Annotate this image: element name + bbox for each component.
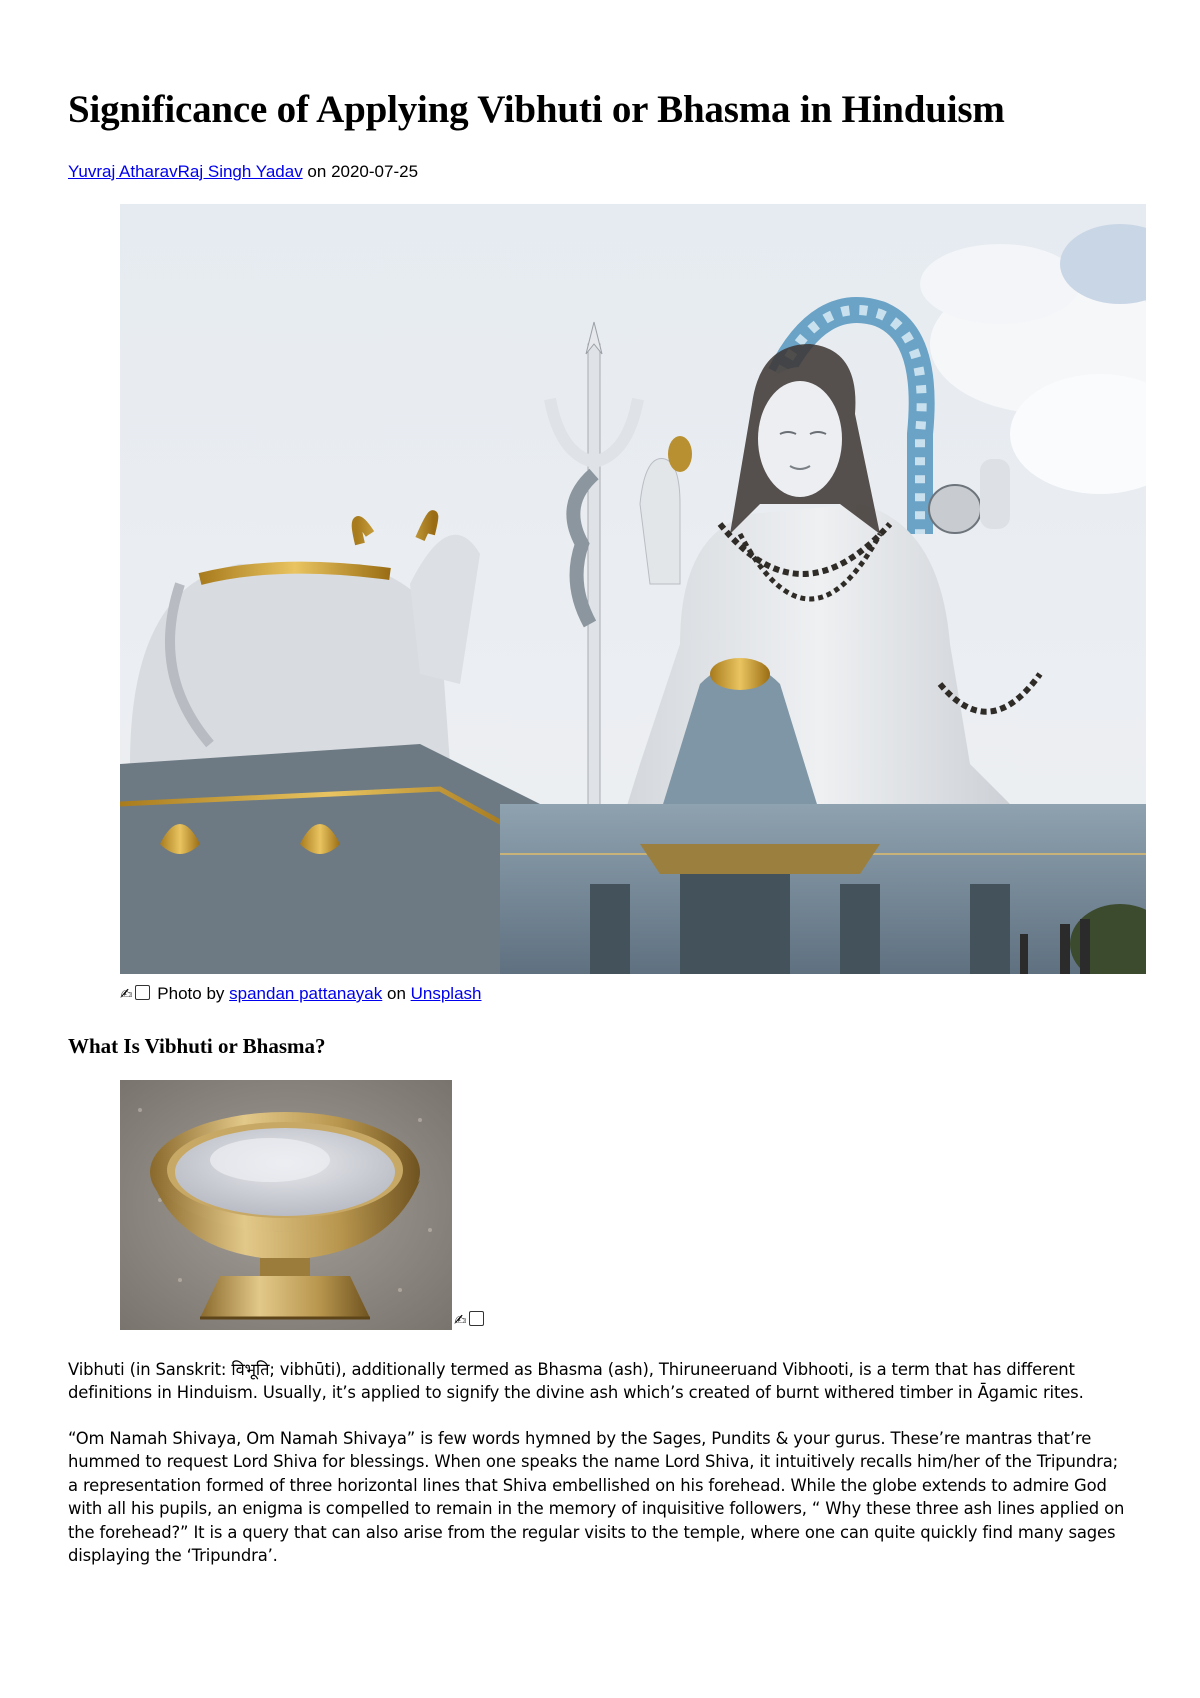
caption-mid: on <box>382 984 411 1003</box>
image-checkbox-icon[interactable] <box>135 985 150 1000</box>
paragraph-tripundra: “Om Namah Shivaya, Om Namah Shivaya” is few words hymned by the Sages, Pundits & your gurus. These’re mantras that’re hummed to request Lord Shiva for blessings. When one speaks the name Lord Shiva, it intuitively recalls him/her of the Tripundra; a representation formed of three horizontal lines that Shiva embellished on his forehead. While the globe extends to admire God with all his pupils, an enigma is compelled to remain in the memory of inquisitive followers, “ Why these three ash lines applied on the forehead?” It is a query that can also arise from the regular visits to the temple, where one can quite quickly find many sages displaying the ‘Tripundra’. <box>68 1429 1125 1566</box>
caption-prefix: Photo by <box>152 984 230 1003</box>
edit-pencil-icon[interactable]: ✍ <box>454 1311 467 1329</box>
byline-separator: on <box>302 162 332 181</box>
edit-pencil-icon[interactable]: ✍ <box>120 985 133 1003</box>
byline <box>68 160 418 184</box>
vibhuti-bowl-figure <box>120 1080 487 1330</box>
section-heading: What Is Vibhuti or Bhasma? <box>68 1034 326 1058</box>
image-checkbox-icon[interactable] <box>469 1311 484 1326</box>
author-link[interactable]: Yuvraj AtharavRaj Singh Yadav <box>68 162 303 181</box>
hero-photo-caption <box>120 982 482 1006</box>
source-link[interactable]: Unsplash <box>410 984 482 1003</box>
shiva-statue-photo <box>120 204 1146 974</box>
article-title: Significance of Applying Vibhuti or Bhasma in Hinduism <box>68 88 1005 131</box>
bowl-photo-controls <box>454 1310 487 1330</box>
vibhuti-bowl-photo <box>120 1080 452 1330</box>
publish-date: 2020-07-25 <box>331 162 419 181</box>
paragraph-definition: Vibhuti (in Sanskrit: विभूति; vibhūti), additionally termed as Bhasma (ash), Thiruneeruand Vibhooti, is a term that has different definitions in Hinduism. Usually, it’s applied to signify the divine ash which’s created of burnt withered timber in Āgamic rites. <box>68 1360 1084 1403</box>
photographer-link[interactable]: spandan pattanayak <box>229 984 383 1003</box>
